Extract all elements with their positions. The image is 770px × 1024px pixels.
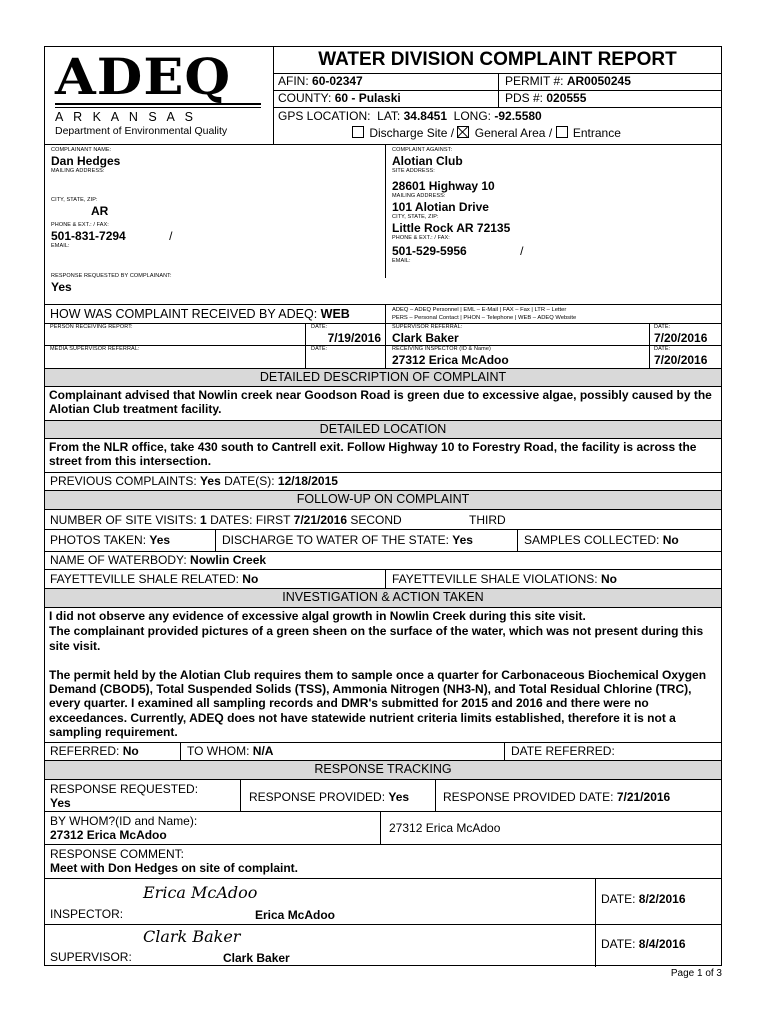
supervisor-referral-date: 7/20/2016 [654,331,708,345]
description-text: Complainant advised that Nowlin creek near Goodson Road is green due to excessive algae, possibly caused by the Alotian Club treatment facility. [45,387,721,421]
against-name: Alotian Club [392,154,463,168]
agency-logo [45,47,273,144]
samples-collected: No [662,533,679,547]
followup-header: FOLLOW-UP ON COMPLAINT [45,491,721,510]
discharge-site-checkbox[interactable] [352,126,364,138]
location-type-row: Discharge Site / General Area / Entrance [352,126,621,140]
supervisor-referral: Clark Baker [392,331,459,345]
response-requested: Yes [50,796,71,810]
complainant-name: Dan Hedges [51,154,121,168]
referred-row: REFERRED: No TO WHOM: N/A DATE REFERRED: [45,743,721,761]
complainant-phone: 501-831-7294 [51,229,126,243]
shale-row: FAYETTEVILLE SHALE RELATED: No FAYETTEVILLE SHALE VIOLATIONS: No [45,570,721,589]
investigation-header: INVESTIGATION & ACTION TAKEN [45,589,721,608]
by-whom-row: BY WHOM?(ID and Name): 27312 Erica McAdoo 27312 Erica McAdoo [45,812,721,845]
complainant-state: AR [91,204,109,218]
against-phone: 501-529-5956 [392,244,467,258]
inspector-name: Erica McAdoo [255,908,336,922]
first-visit-date: 7/21/2016 [293,513,348,527]
county-value: 60 - Pulaski [334,91,401,105]
lat-value: 34.8451 [403,109,447,123]
received-row: HOW WAS COMPLAINT RECEIVED BY ADEQ: WEB ADEQ – ADEQ Personnel | EML – E-Mail | FAX – Fax | LTR – Letter PERS – Personal Contact | PHON – Telephone | WEB – ADEQ Website [45,305,721,324]
inspector-signature-row: Erica McAdoo INSPECTOR: Erica McAdoo DATE: 8/2/2016 [45,879,721,925]
photos-row: PHOTOS TAKEN: Yes DISCHARGE TO WATER OF THE STATE: Yes SAMPLES COLLECTED: No [45,530,721,552]
complainant-section: COMPLAINANT NAME: Dan Hedges MAILING ADDRESS: CITY, STATE, ZIP: AR PHONE & EXT.: / FAX: 501-831-7294 / EMAIL: RESPONSE REQUESTED BY COMPLAINANT: Yes [45,145,385,304]
site-visits: 1 [200,513,207,527]
site-visits-row: NUMBER OF SITE VISITS: 1 DATES: FIRST 7/21/2016 SECOND THIRD [45,510,721,530]
response-comment: Meet with Don Hedges on site of complaint. [50,861,299,875]
logo-dept: Department of Environmental Quality [55,125,228,137]
waterbody-name: Nowlin Creek [190,553,267,567]
inspector-date: 8/2/2016 [638,892,686,906]
referred: No [122,744,139,758]
received-legend: ADEQ – ADEQ Personnel | EML – E-Mail | FAX – Fax | LTR – Letter PERS – Personal Contact | PHON – Telephone | WEB – ADEQ Website [385,305,721,323]
response-row: RESPONSE REQUESTED: Yes RESPONSE PROVIDED: Yes RESPONSE PROVIDED DATE: 7/21/2016 [45,780,721,812]
report-title: WATER DIVISION COMPLAINT REPORT [274,47,721,74]
complainant-response: Yes [51,280,72,294]
location-header: DETAILED LOCATION [45,421,721,439]
pds-value: 020555 [546,91,587,105]
receiving-inspector: 27312 Erica McAdoo [392,353,509,367]
logo-rule-2 [55,107,261,108]
supervisor-signature: Clark Baker [143,927,241,946]
header-block [45,47,721,145]
complaint-report-form [44,46,722,966]
previous-complaints: Yes [200,474,221,488]
supervisor-signature-row: Clark Baker SUPERVISOR: Clark Baker DATE: 8/4/2016 [45,925,721,967]
shale-violations: No [600,572,617,586]
logo-state: A R K A N S A S [55,110,197,124]
response-provided: Yes [388,790,410,804]
against-mailing: 101 Alotian Drive [392,200,489,214]
supervisor-date: 8/4/2016 [638,937,686,951]
long-value: -92.5580 [494,109,542,123]
tracking-header: RESPONSE TRACKING [45,761,721,780]
afin-row: AFIN: 60-02347 PERMIT #: AR0050245 [274,73,721,91]
investigation-text: I did not observe any evidence of excessive algal growth in Nowlin Creek during this site visit. The complainant provided pictures of a green sheen on the surface of the water, which was not present during this site visit. The permit held by the Alotian Club requires them to sample once a quarter for Carbonaceous Biochemical Oxygen Demand (CBOD5), Total Suspended Solids (TSS), Ammonia Nitrogen (NH3-N), and Total Residual Chlorine (TRC), every quarter. I examined all sampling records and DMR's submitted for 2015 and 2016 and there were no exceedances. Currently, ADEQ does not have statewide nutrient criteria limits established, therefore it is not a sampling requirement. [45,608,721,743]
against-csz: Little Rock AR 72135 [392,221,511,235]
entrance-checkbox[interactable] [556,126,568,138]
media-supervisor-row: MEDIA SUPERVISOR REFERRAL: DATE: RECEIVING INSPECTOR (ID & Name) 27312 Erica McAdoo DATE: 7/20/2016 [45,346,721,369]
parties-block [45,145,721,305]
previous-complaints-row: PREVIOUS COMPLAINTS: Yes DATE(S): 12/18/2015 [45,473,721,491]
county-row: COUNTY: 60 - Pulaski PDS #: 020555 [274,90,721,108]
logo-text: ADEQ [55,47,232,106]
previous-dates: 12/18/2015 [277,474,338,488]
response-provided-date: 7/21/2016 [616,790,671,804]
by-whom: 27312 Erica McAdoo [50,828,167,842]
supervisor-name: Clark Baker [223,951,290,965]
by-whom-2: 27312 Erica McAdoo [380,812,721,844]
general-area-checkbox[interactable] [457,126,469,138]
response-comment-row: RESPONSE COMMENT: Meet with Don Hedges on site of complaint. [45,845,721,879]
received-how: WEB [320,307,350,321]
location-text: From the NLR office, take 430 south to Cantrell exit. Follow Highway 10 to Forestry Road, the facility is across the street from this intersection. [45,439,721,473]
person-receiving-row: PERSON RECEIVING REPORT: DATE: 7/19/2016 SUPERVISOR REFERRAL: Clark Baker DATE: 7/20/2016 [45,324,721,346]
against-site: 28601 Highway 10 [392,179,495,193]
afin-value: 60-02347 [312,74,363,88]
discharge-to-water: Yes [452,533,473,547]
report-meta [273,47,721,144]
gps-row: GPS LOCATION: LAT: 34.8451 LONG: -92.5580 [278,109,542,123]
permit-value: AR0050245 [566,74,631,88]
receiving-inspector-date: 7/20/2016 [654,353,708,367]
shale-related: No [242,572,259,586]
page-number: Page 1 of 3 [670,968,722,979]
description-header: DETAILED DESCRIPTION OF COMPLAINT [45,369,721,387]
against-section: COMPLAINT AGAINST: Alotian Club SITE ADDRESS: 28601 Highway 10 MAILING ADDRESS: 101 Alotian Drive CITY, STATE, ZIP: Little Rock AR 72135 PHONE & EXT.: / FAX: 501-529-5956 / EMAIL: [385,145,721,278]
waterbody-row: NAME OF WATERBODY: Nowlin Creek [45,552,721,570]
referred-to-whom: N/A [252,744,274,758]
logo-rule [55,103,261,105]
inspector-signature: Erica McAdoo [143,883,258,902]
received-date: 7/19/2016 [327,331,381,345]
photos-taken: Yes [149,533,171,547]
